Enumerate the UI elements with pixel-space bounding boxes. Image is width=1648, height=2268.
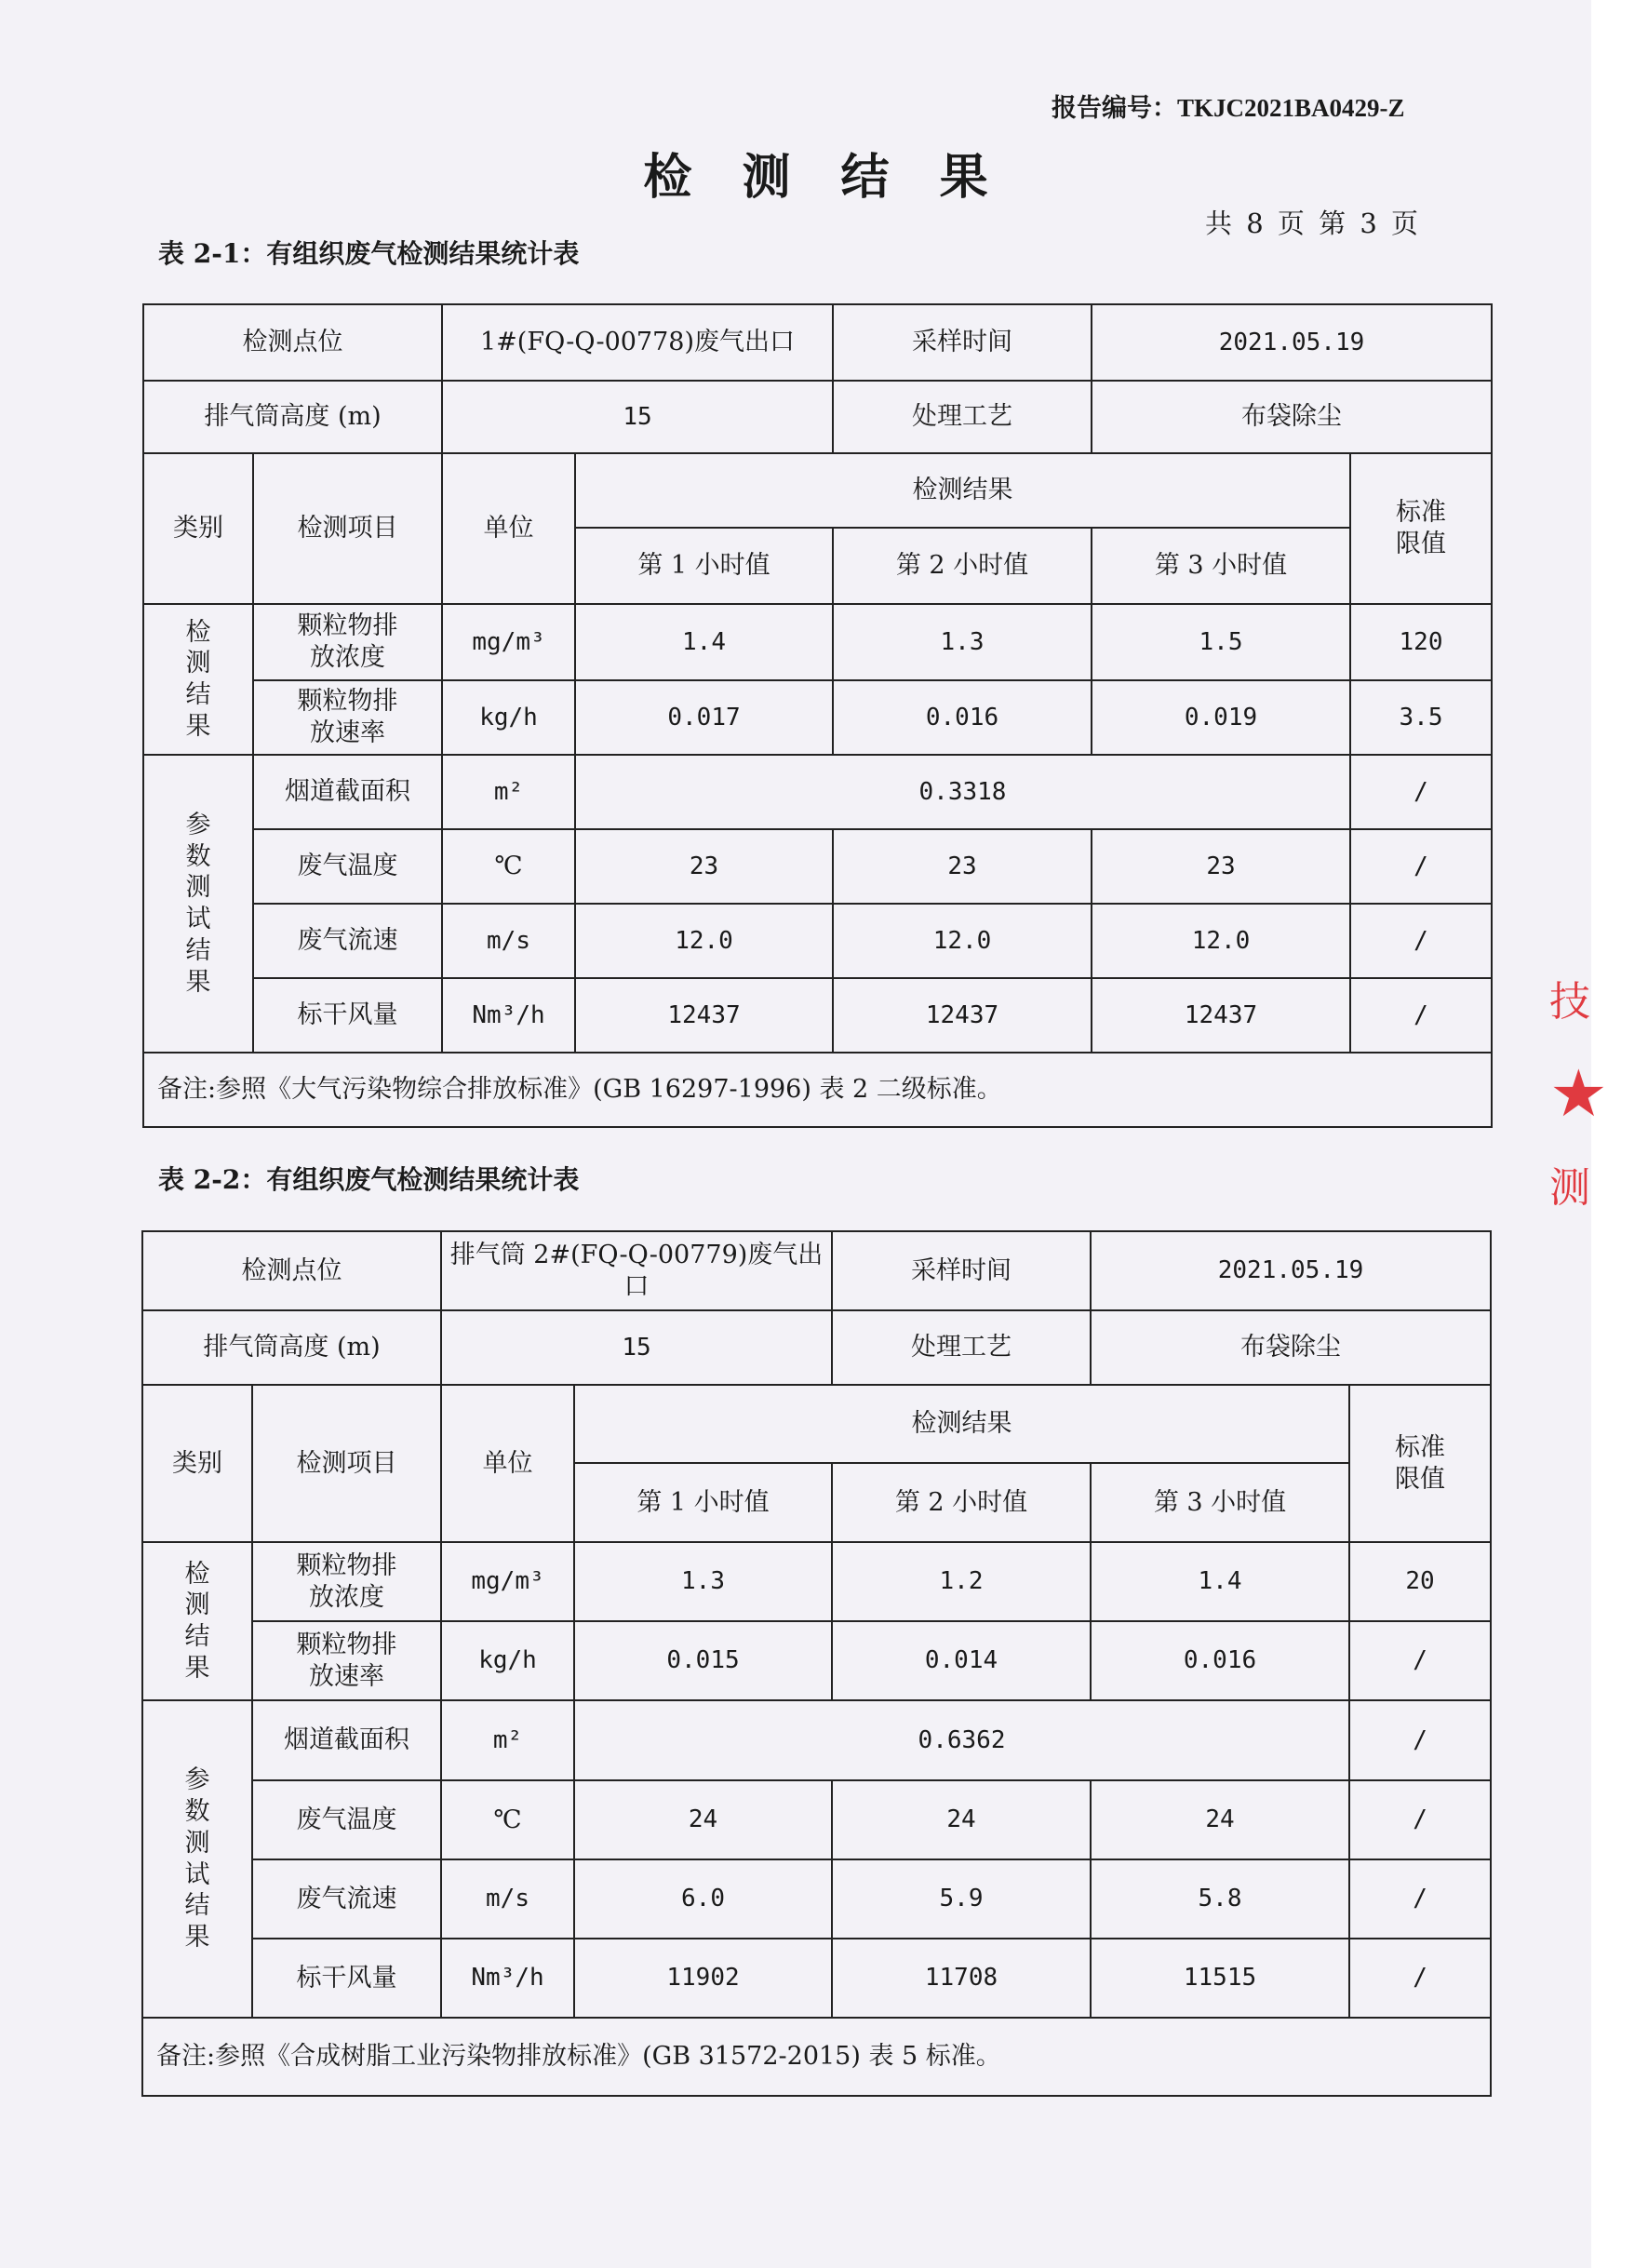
header-hour-2: 第 2 小时值 bbox=[833, 528, 1092, 604]
table-row bbox=[142, 1939, 1491, 2018]
sampling-point: 1#(FQ-Q-00778)废气出口 bbox=[442, 304, 833, 381]
label-cell: 采样时间 bbox=[832, 1231, 1091, 1310]
category-detect: 检测结果 bbox=[143, 604, 253, 755]
item-name: 废气流速 bbox=[253, 904, 442, 978]
header-category: 类别 bbox=[143, 453, 253, 604]
value-hour-2: 11708 bbox=[832, 1939, 1091, 2018]
label-cell: 排气筒高度 (m) bbox=[142, 1310, 441, 1385]
standard-limit: / bbox=[1349, 1780, 1491, 1859]
stack-height: 15 bbox=[441, 1310, 832, 1385]
header-hour-3: 第 3 小时值 bbox=[1092, 528, 1350, 604]
standard-limit: / bbox=[1349, 1700, 1491, 1780]
value-hour-1: 23 bbox=[575, 829, 833, 904]
item-name: 颗粒物排放浓度 bbox=[253, 604, 442, 680]
item-name: 颗粒物排放速率 bbox=[253, 680, 442, 755]
category-detect: 检测结果 bbox=[142, 1542, 252, 1700]
results-table-2-1 bbox=[142, 303, 1493, 1128]
header-hour-2: 第 2 小时值 bbox=[832, 1463, 1091, 1542]
value-hour-3: 11515 bbox=[1091, 1939, 1349, 2018]
merged-value: 0.3318 bbox=[575, 755, 1350, 829]
label-cell: 检测点位 bbox=[143, 304, 442, 381]
value-hour-3: 12.0 bbox=[1092, 904, 1350, 978]
table-header-row bbox=[143, 453, 1492, 528]
unit: ℃ bbox=[441, 1780, 574, 1859]
table-caption: 表 2-1：有组织废气检测结果统计表 bbox=[158, 238, 580, 269]
value-hour-3: 23 bbox=[1092, 829, 1350, 904]
treatment-process: 布袋除尘 bbox=[1092, 381, 1492, 453]
item-name: 废气流速 bbox=[252, 1859, 441, 1939]
merged-value: 0.6362 bbox=[574, 1700, 1349, 1780]
item-name: 烟道截面积 bbox=[253, 755, 442, 829]
standard-limit: / bbox=[1349, 1859, 1491, 1939]
table-info-row bbox=[143, 381, 1492, 453]
value-hour-1: 11902 bbox=[574, 1939, 832, 2018]
header-item: 检测项目 bbox=[252, 1385, 441, 1542]
header-results: 检测结果 bbox=[574, 1385, 1349, 1463]
unit: mg/m³ bbox=[441, 1542, 574, 1621]
value-hour-2: 1.3 bbox=[833, 604, 1092, 680]
value-hour-1: 24 bbox=[574, 1780, 832, 1859]
value-hour-1: 1.4 bbox=[575, 604, 833, 680]
table-info-row bbox=[143, 304, 1492, 381]
unit: m/s bbox=[441, 1859, 574, 1939]
value-hour-3: 1.4 bbox=[1091, 1542, 1349, 1621]
sampling-point: 排气筒 2#(FQ-Q-00779)废气出口 bbox=[441, 1231, 832, 1310]
table-row bbox=[142, 1542, 1491, 1621]
table-row bbox=[143, 978, 1492, 1053]
item-name: 烟道截面积 bbox=[252, 1700, 441, 1780]
item-name: 颗粒物排放浓度 bbox=[252, 1542, 441, 1621]
value-hour-3: 0.016 bbox=[1091, 1621, 1349, 1700]
unit: Nm³/h bbox=[442, 978, 575, 1053]
page-count: 共 8 页 第 3 页 bbox=[1205, 208, 1421, 239]
table-header-row bbox=[142, 1385, 1491, 1463]
standard-limit: / bbox=[1350, 978, 1492, 1053]
value-hour-1: 12437 bbox=[575, 978, 833, 1053]
standard-limit: / bbox=[1349, 1621, 1491, 1700]
item-name: 颗粒物排放速率 bbox=[252, 1621, 441, 1700]
page-title: 检 测 结 果 bbox=[643, 149, 1005, 206]
label-cell: 检测点位 bbox=[142, 1231, 441, 1310]
table-row bbox=[142, 1700, 1491, 1780]
value-hour-2: 23 bbox=[833, 829, 1092, 904]
standard-limit: / bbox=[1349, 1939, 1491, 2018]
header-standard: 标准限值 bbox=[1349, 1385, 1491, 1542]
value-hour-2: 0.016 bbox=[833, 680, 1092, 755]
label-cell: 排气筒高度 (m) bbox=[143, 381, 442, 453]
value-hour-1: 6.0 bbox=[574, 1859, 832, 1939]
table-row bbox=[143, 755, 1492, 829]
standard-limit: / bbox=[1350, 904, 1492, 978]
seal-char: 测 bbox=[1549, 1164, 1590, 1212]
unit: ℃ bbox=[442, 829, 575, 904]
value-hour-2: 12437 bbox=[833, 978, 1092, 1053]
unit: mg/m³ bbox=[442, 604, 575, 680]
label-cell: 处理工艺 bbox=[833, 381, 1092, 453]
value-hour-2: 5.9 bbox=[832, 1859, 1091, 1939]
table-row bbox=[143, 604, 1492, 680]
header-category: 类别 bbox=[142, 1385, 252, 1542]
value-hour-3: 0.019 bbox=[1092, 680, 1350, 755]
unit: kg/h bbox=[442, 680, 575, 755]
category-parameters: 参数测试结果 bbox=[143, 755, 253, 1053]
table-caption: 表 2-2：有组织废气检测结果统计表 bbox=[158, 1164, 580, 1195]
table-row bbox=[143, 829, 1492, 904]
table-note: 备注:参照《合成树脂工业污染物排放标准》(GB 31572-2015) 表 5 标准。 bbox=[142, 2018, 1491, 2096]
official-seal-fragment bbox=[1549, 968, 1608, 1284]
header-hour-3: 第 3 小时值 bbox=[1091, 1463, 1349, 1542]
header-unit: 单位 bbox=[441, 1385, 574, 1542]
label-cell: 采样时间 bbox=[833, 304, 1092, 381]
value-hour-1: 0.015 bbox=[574, 1621, 832, 1700]
value-hour-2: 1.2 bbox=[832, 1542, 1091, 1621]
item-name: 标干风量 bbox=[253, 978, 442, 1053]
unit: Nm³/h bbox=[441, 1939, 574, 2018]
unit: m² bbox=[442, 755, 575, 829]
header-results: 检测结果 bbox=[575, 453, 1350, 528]
table-row bbox=[142, 1621, 1491, 1700]
value-hour-1: 0.017 bbox=[575, 680, 833, 755]
category-parameters: 参数测试结果 bbox=[142, 1700, 252, 2018]
table-row bbox=[142, 1780, 1491, 1859]
value-hour-2: 12.0 bbox=[833, 904, 1092, 978]
standard-limit: 120 bbox=[1350, 604, 1492, 680]
table-row bbox=[142, 1859, 1491, 1939]
value-hour-2: 24 bbox=[832, 1780, 1091, 1859]
results-table-2-2 bbox=[141, 1230, 1492, 2097]
unit: kg/h bbox=[441, 1621, 574, 1700]
value-hour-1: 1.3 bbox=[574, 1542, 832, 1621]
item-name: 废气温度 bbox=[253, 829, 442, 904]
item-name: 标干风量 bbox=[252, 1939, 441, 2018]
header-standard: 标准限值 bbox=[1350, 453, 1492, 604]
value-hour-3: 1.5 bbox=[1092, 604, 1350, 680]
item-name: 废气温度 bbox=[252, 1780, 441, 1859]
unit: m² bbox=[441, 1700, 574, 1780]
standard-limit: 3.5 bbox=[1350, 680, 1492, 755]
seal-char: 技 bbox=[1549, 978, 1590, 1026]
label-cell: 处理工艺 bbox=[832, 1310, 1091, 1385]
header-item: 检测项目 bbox=[253, 453, 442, 604]
table-note: 备注:参照《大气污染物综合排放标准》(GB 16297-1996) 表 2 二级标准。 bbox=[143, 1053, 1492, 1127]
standard-limit: 20 bbox=[1349, 1542, 1491, 1621]
treatment-process: 布袋除尘 bbox=[1091, 1310, 1491, 1385]
value-hour-1: 12.0 bbox=[575, 904, 833, 978]
table-row bbox=[143, 680, 1492, 755]
header-unit: 单位 bbox=[442, 453, 575, 604]
unit: m/s bbox=[442, 904, 575, 978]
table-note-row bbox=[142, 2018, 1491, 2096]
table-row bbox=[143, 904, 1492, 978]
table-info-row bbox=[142, 1231, 1491, 1310]
standard-limit: / bbox=[1350, 829, 1492, 904]
stack-height: 15 bbox=[442, 381, 833, 453]
seal-star-icon: ★ bbox=[1549, 1055, 1608, 1132]
sampling-date: 2021.05.19 bbox=[1092, 304, 1492, 381]
standard-limit: / bbox=[1350, 755, 1492, 829]
value-hour-2: 0.014 bbox=[832, 1621, 1091, 1700]
table-note-row bbox=[143, 1053, 1492, 1127]
report-number: 报告编号：TKJC2021BA0429-Z bbox=[1052, 94, 1405, 122]
table-info-row bbox=[142, 1310, 1491, 1385]
value-hour-3: 24 bbox=[1091, 1780, 1349, 1859]
header-hour-1: 第 1 小时值 bbox=[574, 1463, 832, 1542]
sampling-date: 2021.05.19 bbox=[1091, 1231, 1491, 1310]
value-hour-3: 5.8 bbox=[1091, 1859, 1349, 1939]
value-hour-3: 12437 bbox=[1092, 978, 1350, 1053]
header-hour-1: 第 1 小时值 bbox=[575, 528, 833, 604]
